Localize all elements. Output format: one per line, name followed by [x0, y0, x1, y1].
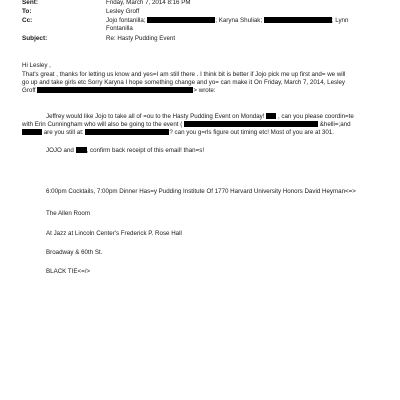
quoted-line-1	[46, 113, 386, 121]
quoted-text: &helli=;and	[319, 121, 351, 128]
quoted-text: , confirm back receipt of this email! than=s!	[86, 147, 205, 154]
redaction-block	[22, 129, 42, 135]
quoted-text: Jeffrey would like Jojo to take all of =ou to the Hasty Pudding Event on Monday!	[46, 113, 265, 120]
quoted-text: ? can you g=rls figure out timing etc! Most of you are at 301.	[169, 129, 334, 136]
reply-line-3	[22, 87, 384, 95]
event-dress-code: BLACK TIE<=/>	[46, 268, 91, 275]
redaction-block	[76, 147, 87, 153]
sent-value: Friday, March 7, 2014 8:16 PM	[106, 0, 191, 6]
event-venue: The Allen Room	[46, 210, 91, 217]
redaction-block	[264, 17, 332, 23]
reply-greeting: Hi Lesley ,	[22, 62, 51, 69]
redaction-block	[147, 17, 215, 23]
cc-name-karyna: ; Karyna Shuliak;	[215, 17, 263, 24]
quoted-text: with Erin Cunningham who will also be going to the event (	[22, 121, 183, 128]
quoted-confirm	[46, 147, 386, 155]
cc-value	[106, 17, 348, 25]
quoted-text: are you still at:	[43, 129, 84, 136]
event-address-2: Broadway & 60th St.	[46, 249, 103, 256]
reply-line-2: go up and take girls etc Sorry Karyna I hope something change and yo= can make it On Friday, March 7, 2014, Lesley	[22, 79, 346, 86]
redaction-block	[184, 121, 318, 127]
sent-label: Sent:	[22, 0, 38, 6]
subject-label: Subject:	[22, 35, 48, 42]
quoted-line-3	[22, 129, 384, 137]
cc-label: Cc:	[22, 17, 33, 24]
subject-value: Re: Hasty Pudding Event	[106, 35, 176, 42]
to-value: Lesley Groff	[106, 8, 140, 15]
redaction-block	[266, 113, 276, 119]
event-details: 6:00pm Cocktails, 7:00pm Dinner Has=y Pudding Institute Of 1770 Harvard University Honors David Heyman<=>	[46, 188, 356, 195]
cc-value-line2: Fontanilla	[106, 25, 133, 32]
reply-line-3-name: Groff	[22, 87, 36, 94]
cc-name-lynn: ; Lynn	[331, 17, 349, 24]
redaction-block	[37, 87, 193, 93]
quoted-line-2	[22, 121, 384, 129]
cc-name-jojo: Jojo fontanilla;	[106, 17, 146, 24]
email-header	[22, 0, 382, 48]
event-address-1: At Jazz at Lincoln Center's Frederick P. Rose Hall	[46, 230, 182, 237]
quoted-text: JOJO and	[46, 147, 74, 154]
redaction-block	[85, 129, 169, 135]
to-label: To:	[22, 8, 32, 15]
reply-line-3-wrote: > wrote:	[193, 87, 216, 94]
quoted-text: , can you please coordin=te	[277, 113, 354, 120]
reply-line-1: That's great , thanks for letting us know and yes=I am still there . I think bit is better if Jojo pick me up first and= we will	[22, 71, 346, 78]
